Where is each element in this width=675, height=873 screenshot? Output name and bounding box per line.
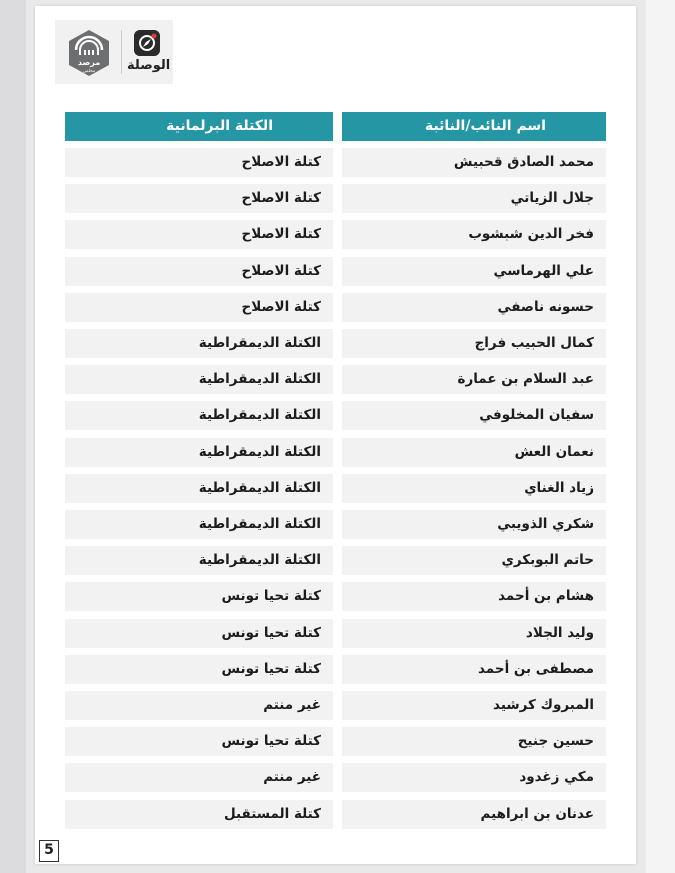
observatory-logo-text: مرصد <box>77 58 101 67</box>
table-row <box>65 800 606 829</box>
name-cell: هشام بن أحمد <box>342 582 606 611</box>
table-row <box>65 438 606 467</box>
table-row <box>65 691 606 720</box>
document-page <box>35 6 636 864</box>
table-row <box>65 510 606 539</box>
name-cell: زياد الغناي <box>342 474 606 503</box>
table-row <box>65 220 606 249</box>
table-row <box>65 184 606 213</box>
name-cell: عبد السلام بن عمارة <box>342 365 606 394</box>
table-row <box>65 293 606 322</box>
bloc-cell: كتلة تحيا تونس <box>65 655 333 684</box>
wasla-logo-text: الوصلة <box>127 58 171 73</box>
table-row <box>65 546 606 575</box>
name-cell: جلال الزياتي <box>342 184 606 213</box>
table-row <box>65 365 606 394</box>
name-cell: مكي زغدود <box>342 763 606 792</box>
bloc-cell: كتلة تحيا تونس <box>65 582 333 611</box>
name-cell: فخر الدين شبشوب <box>342 220 606 249</box>
wasla-logo <box>127 28 171 78</box>
bloc-cell: كتلة الاصلاح <box>65 184 333 213</box>
observatory-logo-icon <box>65 28 113 78</box>
name-cell: سفيان المخلوفي <box>342 401 606 430</box>
name-cell: المبروك كرشيد <box>342 691 606 720</box>
bloc-cell: الكتلة الديمقراطية <box>65 546 333 575</box>
name-cell: حسونه ناصفي <box>342 293 606 322</box>
bloc-cell: الكتلة الديمقراطية <box>65 329 333 358</box>
bloc-cell: كتلة تحيا تونس <box>65 619 333 648</box>
table-row <box>65 619 606 648</box>
bloc-cell: كتلة المستقبل <box>65 800 333 829</box>
observatory-logo-subtext: مجلس <box>82 69 96 74</box>
table-row <box>65 655 606 684</box>
bloc-cell: كتلة تحيا تونس <box>65 727 333 756</box>
background-shade-right <box>646 0 675 873</box>
logo-box <box>55 20 173 84</box>
bloc-cell: الكتلة الديمقراطية <box>65 365 333 394</box>
bloc-cell: كتلة الاصلاح <box>65 220 333 249</box>
wasla-compass-icon <box>134 30 160 56</box>
name-cell: مصطفى بن أحمد <box>342 655 606 684</box>
name-cell: حسين جنيح <box>342 727 606 756</box>
bloc-cell: كتلة الاصلاح <box>65 148 333 177</box>
name-cell: محمد الصادق قحبيش <box>342 148 606 177</box>
table-row <box>65 727 606 756</box>
header-name: اسم النائب/النائبة <box>342 112 606 141</box>
name-cell: نعمان العش <box>342 438 606 467</box>
background-shade-left <box>0 0 26 873</box>
logo-divider <box>121 30 122 74</box>
table-row <box>65 257 606 286</box>
table-row <box>65 329 606 358</box>
name-cell: حاتم البوبكري <box>342 546 606 575</box>
name-cell: شكري الذويبي <box>342 510 606 539</box>
bloc-cell: كتلة الاصلاح <box>65 293 333 322</box>
bloc-cell: غير منتم <box>65 691 333 720</box>
name-cell: كمال الحبيب فراج <box>342 329 606 358</box>
bloc-cell: الكتلة الديمقراطية <box>65 401 333 430</box>
bloc-cell: كتلة الاصلاح <box>65 257 333 286</box>
table-row <box>65 148 606 177</box>
table-row <box>65 474 606 503</box>
bloc-cell: الكتلة الديمقراطية <box>65 510 333 539</box>
table-row <box>65 763 606 792</box>
table-row <box>65 582 606 611</box>
bloc-cell: الكتلة الديمقراطية <box>65 438 333 467</box>
name-cell: عدنان بن ابراهيم <box>342 800 606 829</box>
header-bloc: الكتلة البرلمانية <box>65 112 333 141</box>
bloc-cell: الكتلة الديمقراطية <box>65 474 333 503</box>
name-cell: وليد الجلاد <box>342 619 606 648</box>
bloc-cell: غير منتم <box>65 763 333 792</box>
page-number: 5 <box>39 840 59 862</box>
name-cell: علي الهرماسي <box>342 257 606 286</box>
table-row <box>65 401 606 430</box>
